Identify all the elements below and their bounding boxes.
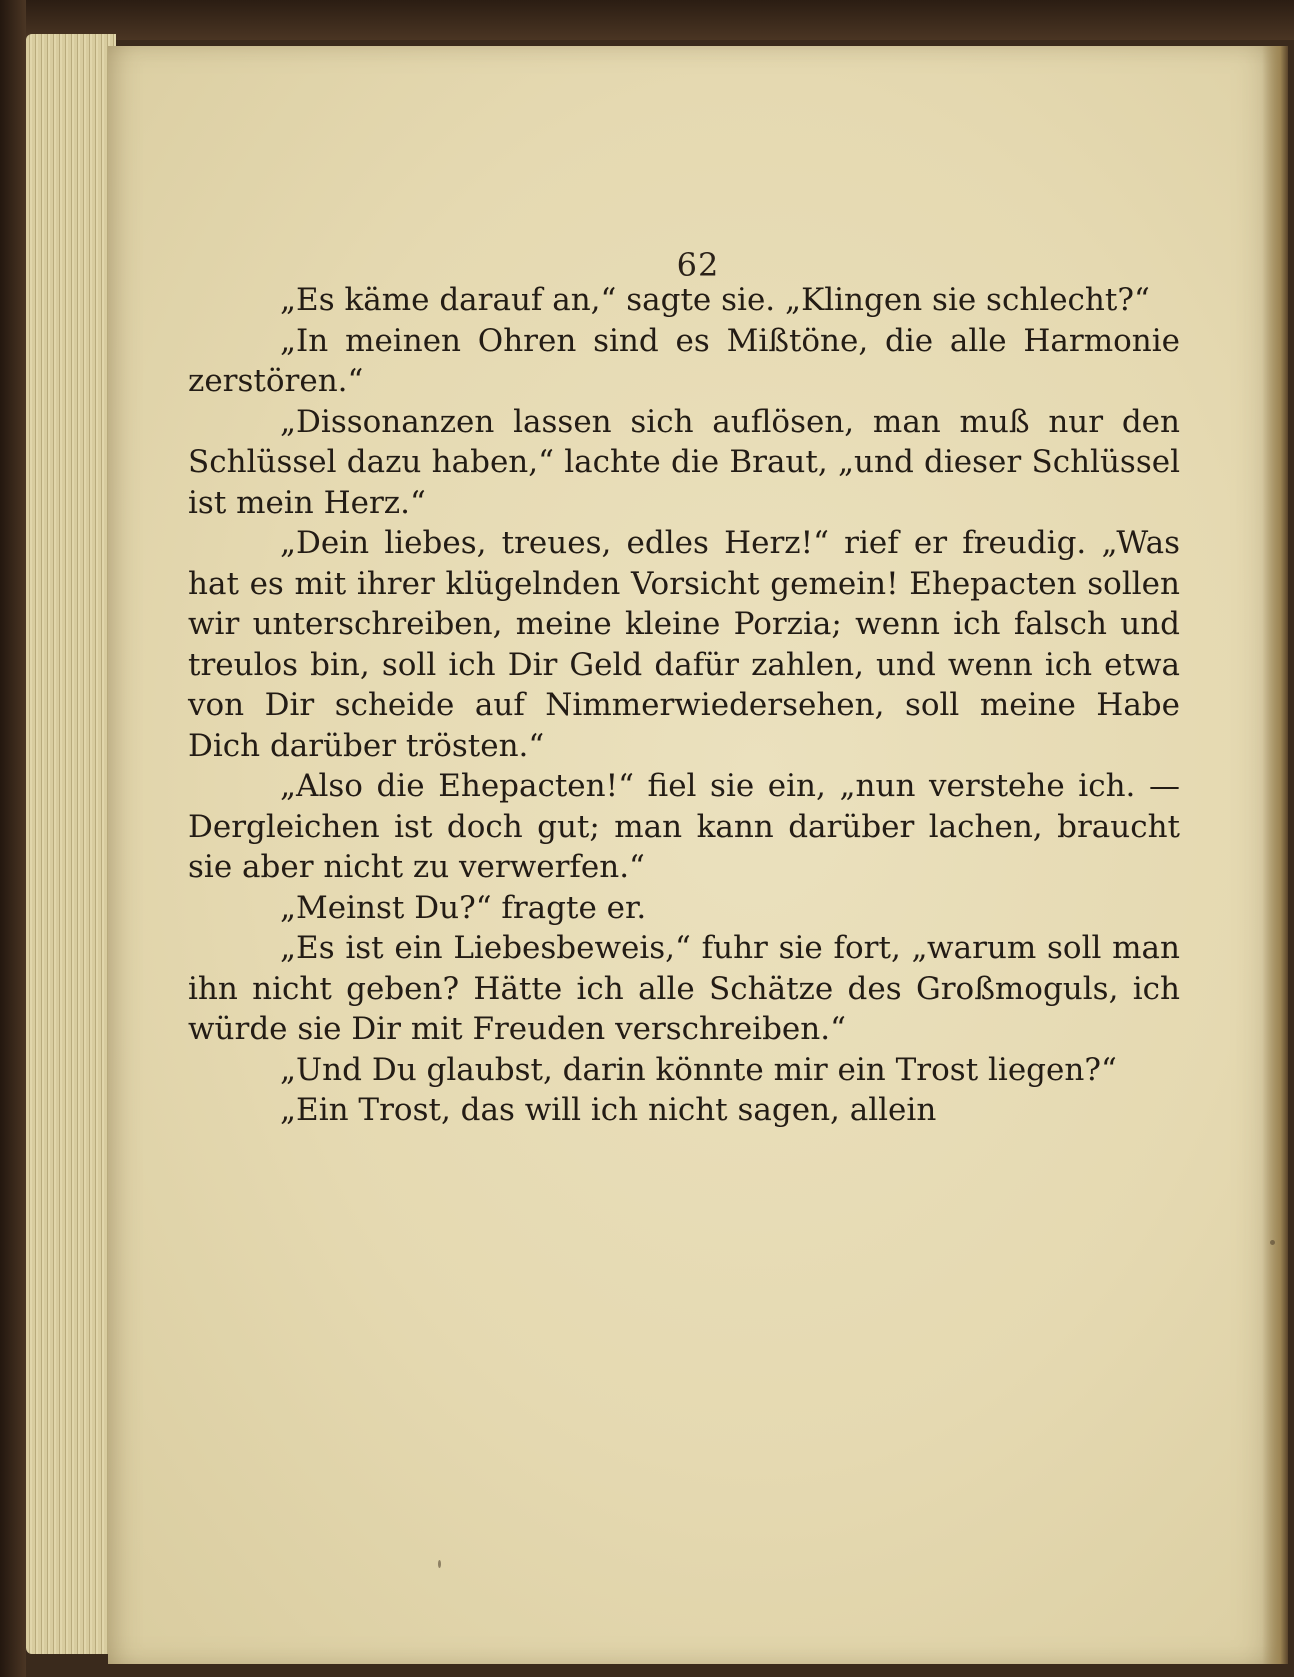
paragraph-1: „Es käme darauf an,“ sagte sie. „Klingen sie schlecht?“: [280, 282, 1150, 318]
paragraph-9: „Ein Trost, das will ich nicht sagen, allein: [280, 1092, 937, 1128]
book-cover-left-edge: [0, 0, 26, 1677]
book-cover-top-edge: [0, 0, 1294, 40]
paragraph-6: „Meinst Du?“ fragte er.: [280, 889, 647, 926]
page-stack-edges: [26, 34, 116, 1654]
paragraph-3: „Dissonanzen lassen sich auflösen, man muß nur den Schlüssel dazu haben,“ lachte die Braut, „und dieser Schlüssel ist mein Herz.“: [188, 403, 1180, 521]
paragraph-2: „In meinen Ohren sind es Mißtöne, die alle Harmonie zerstören.“: [188, 322, 1180, 399]
paragraph-5: „Also die Ehepacten!“ fiel sie ein, „nun verstehe ich. — Dergleichen ist doch gut; man kann darüber lachen, braucht sie aber nicht zu verwerfen.“: [188, 768, 1180, 885]
paragraph-4: „Dein liebes, treues, edles Herz!“ rief er freudig. „Was hat es mit ihrer klügelnden Vorsicht gemein! Ehepacten sollen wir unterschreiben, meine kleine Porzia; wenn ich falsch und treulos bin, soll ich Dir Geld dafür zahlen, und wenn ich etwa von Dir scheide auf Nimmerwiedersehen, soll meine Habe Dich darüber trösten.“: [188, 525, 1180, 764]
page-body-text: [188, 280, 1180, 1131]
page-number: 62: [676, 246, 720, 284]
paragraph-8: „Und Du glaubst, darin könnte mir ein Trost liegen?“: [280, 1051, 1117, 1088]
page-gutter-shadow: [1262, 46, 1288, 1664]
paper-speck: [438, 1560, 441, 1568]
paragraph-7: „Es ist ein Liebesbeweis,“ fuhr sie fort, „warum soll man ihn nicht geben? Hätte ich alle Schätze des Großmoguls, ich würde sie Dir mit Freuden verschreiben.“: [188, 930, 1180, 1047]
paper-speck: [1270, 1240, 1275, 1245]
